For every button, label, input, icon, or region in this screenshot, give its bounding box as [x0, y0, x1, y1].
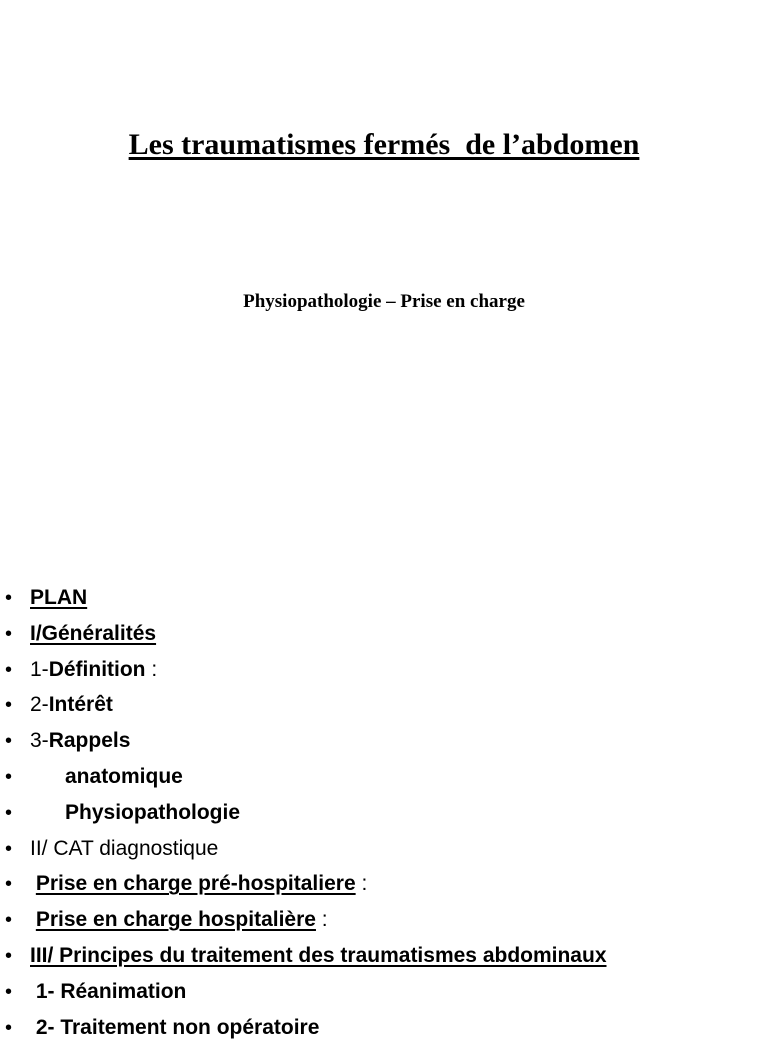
bullet-icon: •: [5, 873, 13, 896]
slide-title: Les traumatismes fermés de l’abdomen: [128, 128, 640, 161]
outline-item-label: Prise en charge hospitalière: [35, 908, 316, 932]
bullet-icon: •: [5, 909, 13, 932]
outline-item-label: III/ Principes du traitement des traumatismes abdominaux: [30, 943, 607, 967]
outline-item-number: 3-: [30, 729, 49, 753]
outline-item-label: II/ CAT diagnostique: [30, 836, 219, 860]
outline-item-label: Rappels: [48, 729, 131, 753]
bullet-icon: •: [5, 658, 13, 681]
outline-item-label: PLAN: [30, 586, 88, 609]
bullet-icon: •: [5, 801, 13, 824]
bullet-icon: •: [5, 587, 13, 609]
bullet-icon: •: [5, 1016, 13, 1039]
outline-item-label: 2- Traitement non opératoire: [30, 1015, 320, 1039]
bullet-icon: •: [5, 730, 13, 753]
outline-item-suffix: :: [145, 657, 158, 681]
outline-item-suffix: :: [355, 872, 368, 896]
outline-item-suffix: :: [315, 908, 328, 932]
bullet-icon: •: [5, 622, 13, 645]
bullet-icon: •: [5, 765, 13, 788]
outline-item-number: 1-: [30, 657, 49, 681]
slide-subtitle: Physiopathologie – Prise en charge: [243, 291, 525, 312]
outline-item-label: I/Généralités: [30, 621, 157, 645]
bullet-icon: •: [5, 694, 13, 717]
outline-item-label: Définition: [48, 657, 146, 681]
outline-item-label: Physiopathologie: [30, 800, 241, 824]
outline-item-label: 1- Réanimation: [30, 979, 187, 1003]
bullet-icon: •: [5, 944, 13, 967]
outline-item-label: Prise en charge pré-hospitaliere: [35, 872, 356, 896]
outline-item-label: Intérêt: [48, 693, 113, 717]
bullet-icon: •: [5, 837, 13, 860]
bullet-icon: •: [5, 980, 13, 1003]
outline-item-label: anatomique: [30, 764, 183, 788]
outline-item-number: 2-: [30, 693, 49, 717]
